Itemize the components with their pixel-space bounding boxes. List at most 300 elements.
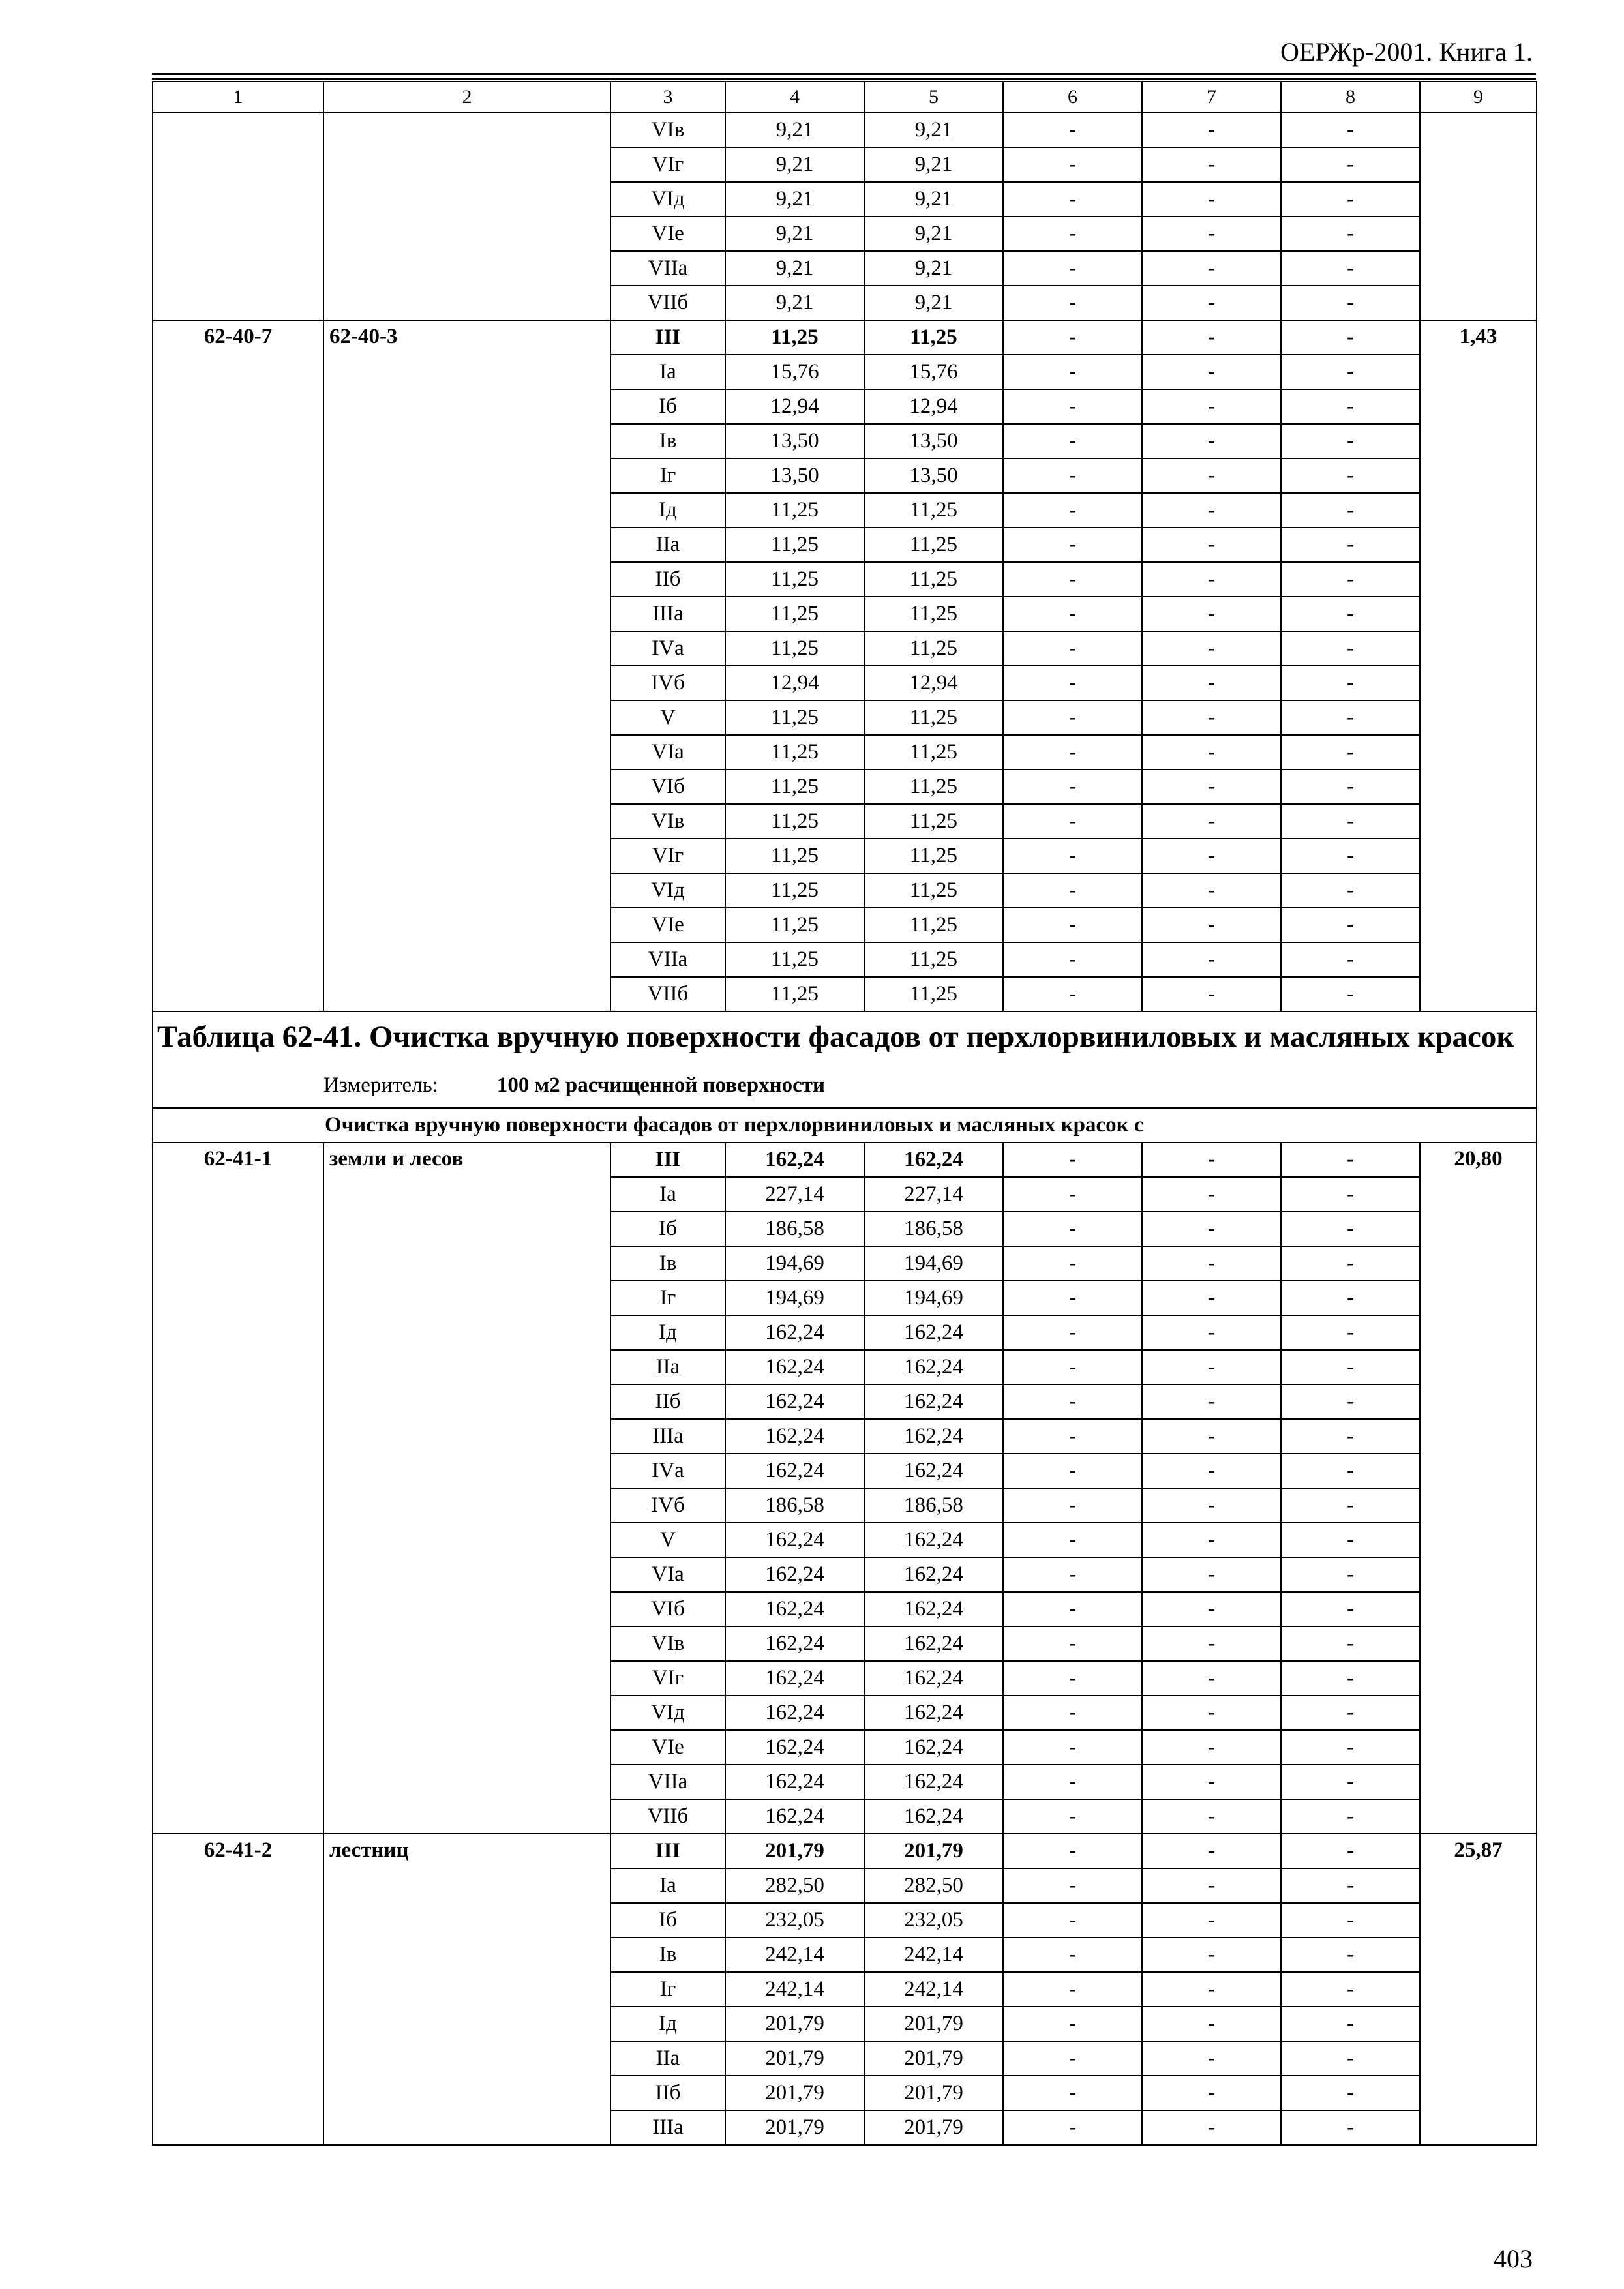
value-cell: 232,05: [864, 1903, 1003, 1937]
value-cell: -: [1281, 2041, 1420, 2076]
value-cell: VIб: [610, 1592, 725, 1626]
value-cell: -: [1142, 528, 1281, 562]
value-cell: -: [1003, 1868, 1142, 1903]
value-cell: -: [1281, 424, 1420, 458]
value-cell: -: [1003, 1350, 1142, 1384]
value-cell: -: [1281, 666, 1420, 700]
value-cell: 11,25: [864, 770, 1003, 804]
value-cell: -: [1003, 1765, 1142, 1799]
value-cell: -: [1003, 2041, 1142, 2076]
value-cell: -: [1281, 1868, 1420, 1903]
value-cell: -: [1142, 942, 1281, 977]
value-cell: -: [1003, 1626, 1142, 1661]
value-cell: -: [1003, 770, 1142, 804]
value-cell: 162,24: [864, 1350, 1003, 1384]
value-cell: 11,25: [725, 942, 864, 977]
value-cell: 282,50: [725, 1868, 864, 1903]
value-cell: 162,24: [864, 1592, 1003, 1626]
value-cell: Iб: [610, 1903, 725, 1937]
value-cell: -: [1281, 251, 1420, 286]
value-cell: -: [1003, 389, 1142, 424]
value-cell: -: [1281, 1730, 1420, 1765]
value-cell: -: [1142, 2110, 1281, 2145]
col9-cell: [1420, 113, 1537, 320]
value-cell: -: [1003, 251, 1142, 286]
value-cell: -: [1281, 1350, 1420, 1384]
value-cell: Iг: [610, 458, 725, 493]
value-cell: 242,14: [864, 1972, 1003, 2007]
value-cell: -: [1003, 2110, 1142, 2145]
value-cell: -: [1003, 908, 1142, 942]
value-cell: -: [1281, 839, 1420, 873]
value-cell: 232,05: [725, 1903, 864, 1937]
value-cell: -: [1142, 770, 1281, 804]
header-rule-thin: [152, 78, 1536, 80]
value-cell: -: [1142, 1972, 1281, 2007]
value-cell: VIе: [610, 908, 725, 942]
value-cell: -: [1142, 320, 1281, 355]
value-cell: -: [1281, 389, 1420, 424]
value-cell: 186,58: [725, 1488, 864, 1523]
value-cell: IIб: [610, 562, 725, 597]
value-cell: 282,50: [864, 1868, 1003, 1903]
value-cell: -: [1142, 1454, 1281, 1488]
value-cell: 162,24: [725, 1523, 864, 1557]
value-cell: -: [1003, 320, 1142, 355]
value-cell: -: [1281, 908, 1420, 942]
value-cell: -: [1281, 1212, 1420, 1246]
value-cell: 194,69: [864, 1246, 1003, 1281]
value-cell: VIIа: [610, 1765, 725, 1799]
value-cell: -: [1281, 1454, 1420, 1488]
column-number-cell: 2: [323, 82, 610, 113]
work-name-cell: 62-40-3: [323, 320, 610, 1011]
value-cell: IIа: [610, 528, 725, 562]
value-cell: -: [1281, 1696, 1420, 1730]
value-cell: 9,21: [725, 113, 864, 147]
value-cell: -: [1281, 1177, 1420, 1212]
value-cell: -: [1003, 735, 1142, 770]
value-cell: III: [610, 320, 725, 355]
value-cell: 9,21: [864, 217, 1003, 251]
value-cell: -: [1281, 1592, 1420, 1626]
value-cell: -: [1281, 1834, 1420, 1868]
value-cell: -: [1142, 1799, 1281, 1834]
value-cell: -: [1281, 1937, 1420, 1972]
work-name-cell: лестниц: [323, 1834, 610, 2145]
value-cell: -: [1003, 2076, 1142, 2110]
value-cell: -: [1003, 1177, 1142, 1212]
page-number: 403: [1494, 2244, 1533, 2273]
value-cell: 162,24: [864, 1523, 1003, 1557]
value-cell: -: [1003, 113, 1142, 147]
value-cell: -: [1281, 1799, 1420, 1834]
value-cell: 11,25: [864, 631, 1003, 666]
value-cell: -: [1142, 700, 1281, 735]
col9-cell: 25,87: [1420, 1834, 1537, 2145]
value-cell: -: [1003, 1315, 1142, 1350]
value-cell: -: [1281, 2076, 1420, 2110]
value-cell: -: [1142, 666, 1281, 700]
value-cell: -: [1003, 977, 1142, 1011]
value-cell: 162,24: [864, 1730, 1003, 1765]
value-cell: 11,25: [864, 908, 1003, 942]
rate-code-cell: 62-41-1: [153, 1143, 323, 1834]
value-cell: -: [1003, 1523, 1142, 1557]
value-cell: -: [1281, 1488, 1420, 1523]
value-cell: VIе: [610, 217, 725, 251]
rate-code-cell: 62-40-7: [153, 320, 323, 1011]
value-cell: IVб: [610, 666, 725, 700]
value-cell: 9,21: [725, 147, 864, 182]
rate-code-cell: [153, 113, 323, 320]
value-cell: IIб: [610, 1384, 725, 1419]
value-cell: -: [1142, 493, 1281, 528]
value-cell: VIIб: [610, 1799, 725, 1834]
value-cell: -: [1003, 217, 1142, 251]
value-cell: III: [610, 1834, 725, 1868]
value-cell: 242,14: [725, 1972, 864, 2007]
work-name-cell: [323, 113, 610, 320]
value-cell: IIб: [610, 2076, 725, 2110]
table-row: [153, 113, 1537, 147]
value-cell: 201,79: [725, 1834, 864, 1868]
column-number-cell: 6: [1003, 82, 1142, 113]
value-cell: 162,24: [725, 1557, 864, 1592]
column-number-cell: 4: [725, 82, 864, 113]
value-cell: 242,14: [864, 1937, 1003, 1972]
value-cell: Iв: [610, 1246, 725, 1281]
column-number-cell: 7: [1142, 82, 1281, 113]
value-cell: -: [1003, 700, 1142, 735]
value-cell: 162,24: [725, 1350, 864, 1384]
value-cell: Iб: [610, 1212, 725, 1246]
value-cell: III: [610, 1143, 725, 1177]
value-cell: -: [1142, 424, 1281, 458]
value-cell: -: [1142, 804, 1281, 839]
value-cell: 11,25: [864, 839, 1003, 873]
value-cell: -: [1142, 1937, 1281, 1972]
value-cell: 9,21: [725, 182, 864, 217]
value-cell: 11,25: [864, 320, 1003, 355]
value-cell: 12,94: [725, 666, 864, 700]
value-cell: 201,79: [864, 2041, 1003, 2076]
value-cell: V: [610, 1523, 725, 1557]
value-cell: -: [1142, 2007, 1281, 2041]
value-cell: -: [1281, 1557, 1420, 1592]
value-cell: 162,24: [725, 1384, 864, 1419]
value-cell: 162,24: [725, 1765, 864, 1799]
value-cell: -: [1003, 1972, 1142, 2007]
value-cell: 162,24: [725, 1696, 864, 1730]
value-cell: 9,21: [725, 217, 864, 251]
value-cell: Iб: [610, 389, 725, 424]
value-cell: -: [1142, 389, 1281, 424]
value-cell: 201,79: [725, 2110, 864, 2145]
value-cell: -: [1142, 562, 1281, 597]
value-cell: 162,24: [864, 1143, 1003, 1177]
value-cell: 162,24: [864, 1315, 1003, 1350]
value-cell: -: [1003, 1799, 1142, 1834]
value-cell: V: [610, 700, 725, 735]
value-cell: 162,24: [864, 1384, 1003, 1419]
value-cell: 11,25: [864, 493, 1003, 528]
value-cell: -: [1142, 1212, 1281, 1246]
value-cell: -: [1003, 1592, 1142, 1626]
value-cell: -: [1142, 182, 1281, 217]
column-number-cell: 9: [1420, 82, 1537, 113]
value-cell: -: [1281, 320, 1420, 355]
measure-value: 100 м2 расчищенной поверхности: [496, 1073, 825, 1097]
value-cell: -: [1003, 1730, 1142, 1765]
value-cell: 11,25: [725, 804, 864, 839]
value-cell: 11,25: [864, 597, 1003, 631]
value-cell: Iд: [610, 1315, 725, 1350]
value-cell: 11,25: [725, 873, 864, 908]
value-cell: 162,24: [725, 1143, 864, 1177]
value-cell: 194,69: [864, 1281, 1003, 1315]
value-cell: -: [1142, 1868, 1281, 1903]
value-cell: -: [1003, 1903, 1142, 1937]
value-cell: Iа: [610, 355, 725, 389]
value-cell: 162,24: [725, 1730, 864, 1765]
work-name-cell: земли и лесов: [323, 1143, 610, 1834]
value-cell: 9,21: [864, 286, 1003, 320]
value-cell: 201,79: [725, 2041, 864, 2076]
subheading-row: [153, 1108, 1537, 1143]
value-cell: -: [1281, 1384, 1420, 1419]
value-cell: Iд: [610, 2007, 725, 2041]
value-cell: -: [1281, 1523, 1420, 1557]
rates-table: [152, 81, 1537, 2146]
value-cell: -: [1281, 1765, 1420, 1799]
value-cell: -: [1003, 2007, 1142, 2041]
value-cell: -: [1003, 147, 1142, 182]
value-cell: -: [1281, 286, 1420, 320]
value-cell: 162,24: [725, 1592, 864, 1626]
value-cell: 162,24: [864, 1419, 1003, 1454]
value-cell: -: [1281, 355, 1420, 389]
table-row: [153, 320, 1537, 355]
value-cell: -: [1142, 1488, 1281, 1523]
value-cell: -: [1281, 1315, 1420, 1350]
value-cell: VIа: [610, 735, 725, 770]
value-cell: -: [1003, 1212, 1142, 1246]
value-cell: -: [1281, 1661, 1420, 1696]
value-cell: 11,25: [864, 804, 1003, 839]
table-title-cell: [153, 1011, 1537, 1108]
header-rule: [152, 73, 1536, 75]
value-cell: 11,25: [864, 700, 1003, 735]
value-cell: 242,14: [725, 1937, 864, 1972]
value-cell: -: [1142, 458, 1281, 493]
value-cell: Iд: [610, 493, 725, 528]
value-cell: 11,25: [725, 977, 864, 1011]
table-title-row: [153, 1011, 1537, 1108]
value-cell: VIIб: [610, 977, 725, 1011]
value-cell: -: [1142, 908, 1281, 942]
value-cell: -: [1142, 251, 1281, 286]
value-cell: -: [1281, 700, 1420, 735]
value-cell: -: [1142, 1730, 1281, 1765]
value-cell: IIIа: [610, 1419, 725, 1454]
value-cell: -: [1003, 424, 1142, 458]
value-cell: -: [1281, 1972, 1420, 2007]
value-cell: -: [1281, 804, 1420, 839]
value-cell: 162,24: [864, 1696, 1003, 1730]
value-cell: Iв: [610, 424, 725, 458]
value-cell: -: [1142, 1834, 1281, 1868]
value-cell: 15,76: [725, 355, 864, 389]
value-cell: 162,24: [864, 1661, 1003, 1696]
value-cell: 11,25: [725, 735, 864, 770]
value-cell: 162,24: [725, 1315, 864, 1350]
value-cell: -: [1142, 1661, 1281, 1696]
value-cell: 13,50: [864, 458, 1003, 493]
subheading-cell: Очистка вручную поверхности фасадов от перхлорвиниловых и масляных красок с: [153, 1108, 1537, 1143]
value-cell: VIг: [610, 1661, 725, 1696]
value-cell: 11,25: [864, 528, 1003, 562]
value-cell: 13,50: [725, 458, 864, 493]
value-cell: -: [1003, 1696, 1142, 1730]
value-cell: Iг: [610, 1281, 725, 1315]
value-cell: IVа: [610, 631, 725, 666]
value-cell: -: [1003, 182, 1142, 217]
value-cell: -: [1003, 942, 1142, 977]
value-cell: -: [1003, 286, 1142, 320]
value-cell: 9,21: [725, 286, 864, 320]
value-cell: -: [1142, 1246, 1281, 1281]
value-cell: -: [1003, 1557, 1142, 1592]
value-cell: -: [1142, 1903, 1281, 1937]
measure-line: [323, 1067, 1532, 1103]
value-cell: -: [1142, 1281, 1281, 1315]
value-cell: -: [1142, 1419, 1281, 1454]
value-cell: Iг: [610, 1972, 725, 2007]
value-cell: -: [1281, 113, 1420, 147]
value-cell: Iа: [610, 1868, 725, 1903]
value-cell: IVб: [610, 1488, 725, 1523]
value-cell: -: [1142, 1315, 1281, 1350]
value-cell: -: [1281, 217, 1420, 251]
value-cell: 201,79: [864, 2007, 1003, 2041]
value-cell: VIе: [610, 1730, 725, 1765]
value-cell: -: [1281, 770, 1420, 804]
value-cell: VIIб: [610, 286, 725, 320]
value-cell: VIIа: [610, 942, 725, 977]
value-cell: -: [1142, 1557, 1281, 1592]
value-cell: -: [1003, 666, 1142, 700]
value-cell: 227,14: [864, 1177, 1003, 1212]
value-cell: -: [1142, 1523, 1281, 1557]
value-cell: -: [1142, 1626, 1281, 1661]
value-cell: 162,24: [725, 1661, 864, 1696]
value-cell: 201,79: [864, 2076, 1003, 2110]
value-cell: -: [1281, 1143, 1420, 1177]
value-cell: Iа: [610, 1177, 725, 1212]
rate-code-cell: 62-41-2: [153, 1834, 323, 2145]
value-cell: 162,24: [864, 1799, 1003, 1834]
value-cell: 11,25: [725, 839, 864, 873]
value-cell: 9,21: [864, 182, 1003, 217]
value-cell: VIг: [610, 839, 725, 873]
value-cell: 201,79: [725, 2007, 864, 2041]
value-cell: 11,25: [725, 562, 864, 597]
value-cell: -: [1142, 147, 1281, 182]
value-cell: -: [1281, 528, 1420, 562]
value-cell: 13,50: [725, 424, 864, 458]
value-cell: -: [1281, 182, 1420, 217]
value-cell: 11,25: [864, 562, 1003, 597]
value-cell: -: [1003, 839, 1142, 873]
value-cell: -: [1281, 147, 1420, 182]
value-cell: 12,94: [864, 389, 1003, 424]
value-cell: IIIа: [610, 597, 725, 631]
value-cell: -: [1003, 597, 1142, 631]
value-cell: -: [1003, 1246, 1142, 1281]
value-cell: VIд: [610, 873, 725, 908]
table-title: Таблица 62-41. Очистка вручную поверхности фасадов от перхлорвиниловых и масляных красок: [157, 1020, 1514, 1054]
value-cell: -: [1142, 1143, 1281, 1177]
page-header-title: ОЕРЖр-2001. Книга 1.: [1280, 37, 1533, 67]
value-cell: IIIа: [610, 2110, 725, 2145]
value-cell: -: [1003, 1281, 1142, 1315]
value-cell: -: [1142, 286, 1281, 320]
value-cell: -: [1142, 977, 1281, 1011]
value-cell: -: [1281, 2110, 1420, 2145]
value-cell: VIв: [610, 804, 725, 839]
value-cell: 186,58: [725, 1212, 864, 1246]
value-cell: -: [1281, 1626, 1420, 1661]
value-cell: 162,24: [864, 1765, 1003, 1799]
column-number-cell: 8: [1281, 82, 1420, 113]
value-cell: 186,58: [864, 1488, 1003, 1523]
value-cell: 162,24: [725, 1626, 864, 1661]
value-cell: -: [1003, 493, 1142, 528]
value-cell: IIа: [610, 1350, 725, 1384]
value-cell: VIIа: [610, 251, 725, 286]
value-cell: -: [1281, 562, 1420, 597]
value-cell: 162,24: [725, 1419, 864, 1454]
value-cell: 9,21: [864, 113, 1003, 147]
value-cell: 162,24: [725, 1799, 864, 1834]
value-cell: 11,25: [725, 528, 864, 562]
value-cell: -: [1281, 977, 1420, 1011]
value-cell: 11,25: [864, 735, 1003, 770]
value-cell: -: [1281, 1419, 1420, 1454]
value-cell: -: [1281, 873, 1420, 908]
value-cell: -: [1142, 1696, 1281, 1730]
value-cell: -: [1003, 873, 1142, 908]
value-cell: -: [1142, 2041, 1281, 2076]
value-cell: Iв: [610, 1937, 725, 1972]
value-cell: -: [1003, 458, 1142, 493]
value-cell: 201,79: [864, 1834, 1003, 1868]
value-cell: 11,25: [725, 700, 864, 735]
value-cell: 9,21: [864, 147, 1003, 182]
value-cell: 162,24: [864, 1454, 1003, 1488]
value-cell: -: [1142, 1592, 1281, 1626]
value-cell: -: [1003, 1384, 1142, 1419]
value-cell: -: [1142, 1384, 1281, 1419]
rates-table-body: [153, 82, 1537, 2145]
value-cell: 194,69: [725, 1246, 864, 1281]
value-cell: 13,50: [864, 424, 1003, 458]
value-cell: 201,79: [725, 2076, 864, 2110]
value-cell: -: [1003, 1143, 1142, 1177]
col9-cell: 20,80: [1420, 1143, 1537, 1834]
value-cell: 11,25: [864, 873, 1003, 908]
